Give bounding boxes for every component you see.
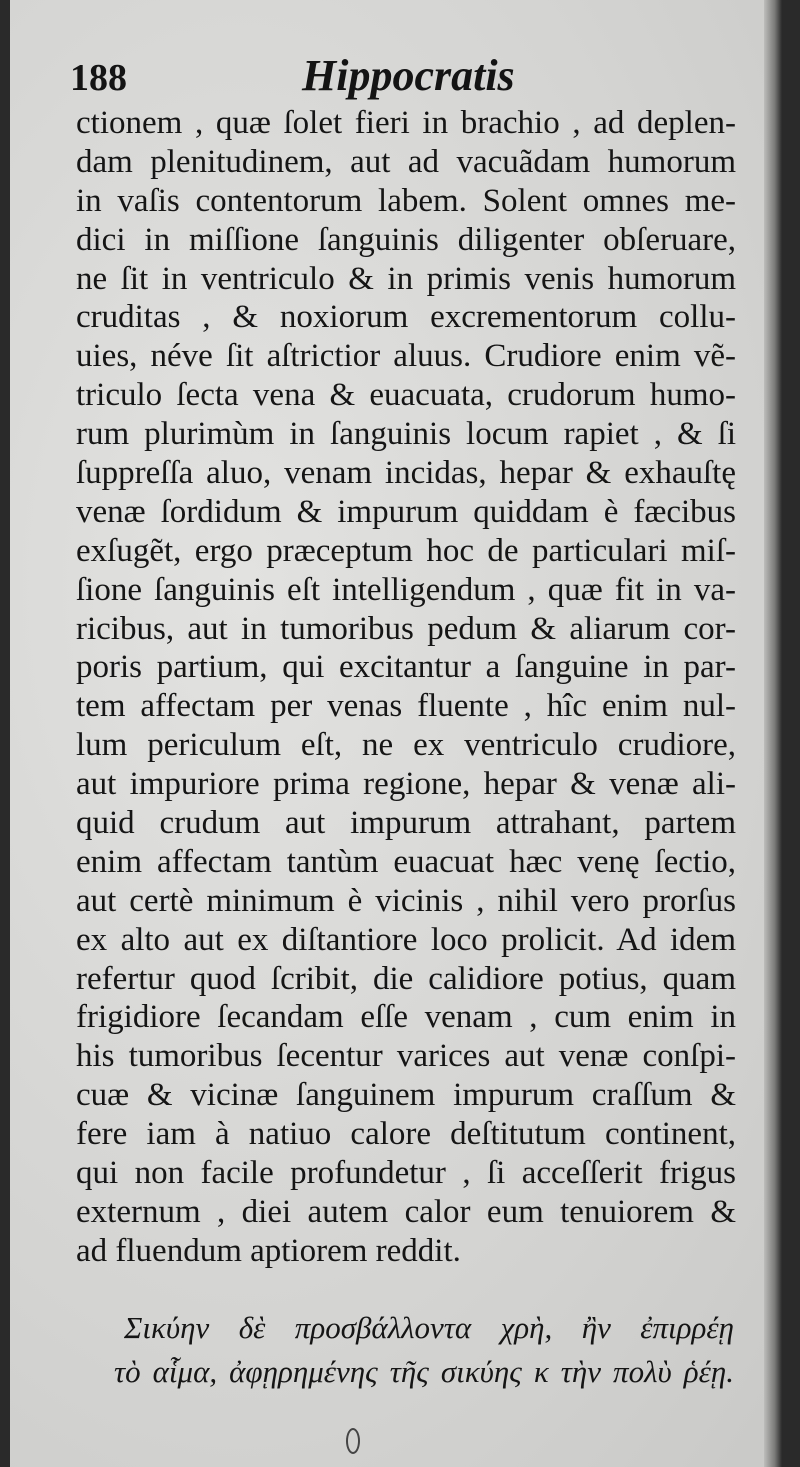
page-header bbox=[70, 50, 722, 110]
text-line: ne ſit in ventriculo & in primis venis humorum bbox=[76, 260, 736, 297]
text-line: tem affectam per venas fluente , hîc enim nul- bbox=[76, 688, 736, 725]
text-line: dam plenitudinem, aut ad vacuãdam humorum bbox=[76, 143, 736, 180]
text-line: ſuppreſſa aluo, venam incidas, hepar & exhauſtę bbox=[76, 455, 736, 492]
text-line: exſugẽt, ergo præceptum hoc de particulari miſ- bbox=[76, 532, 736, 569]
text-line: cuæ & vicinæ ſanguinem impurum craſſum & bbox=[76, 1077, 736, 1114]
text-line: poris partium, qui excitantur a ſanguine in par- bbox=[76, 649, 736, 686]
text-line: venæ ſordidum & impurum quiddam è fæcibus bbox=[76, 493, 736, 530]
ink-blot bbox=[346, 1428, 360, 1454]
text-line: frigidiore ſecandam eſſe venam , cum enim in bbox=[76, 999, 736, 1036]
page-number: 188 bbox=[70, 57, 127, 99]
text-line: fere iam à natiuo calore deſtitutum continent, bbox=[76, 1116, 736, 1153]
text-line: uies, néve ſit aſtrictior aluus. Crudiore enim vẽ- bbox=[76, 338, 736, 375]
text-line: ex alto aut ex diſtantiore loco prolicit. Ad idem bbox=[76, 921, 736, 958]
main-text-block bbox=[76, 104, 736, 1271]
text-line: ad fluendum aptiorem reddit. bbox=[76, 1232, 461, 1269]
greek-line: τὸ αἷμα, ἀφῃρημένης τῆς σικύης κ τὴν πολὺ ῥέῃ. bbox=[114, 1354, 734, 1389]
book-page bbox=[10, 0, 782, 1467]
text-line: enim affectam tantùm euacuat hæc venę ſectio, bbox=[76, 843, 736, 880]
text-line: refertur quod ſcribit, die calidiore potius, quam bbox=[76, 960, 736, 997]
text-line: aut impuriore prima regione, hepar & venæ ali- bbox=[76, 766, 736, 803]
text-line: in vaſis contentorum labem. Solent omnes me- bbox=[76, 182, 736, 219]
text-line: his tumoribus ſecentur varices aut venæ conſpi- bbox=[76, 1038, 736, 1075]
running-title: Hippocratis bbox=[302, 51, 515, 100]
text-line: rum plurimùm in ſanguinis locum rapiet , & ſi bbox=[76, 416, 736, 453]
text-line: aut certè minimum è vicinis , nihil vero prorſus bbox=[76, 882, 736, 919]
text-line: externum , diei autem calor eum tenuiorem & bbox=[76, 1193, 736, 1230]
greek-quotation bbox=[114, 1306, 734, 1394]
text-line: ricibus, aut in tumoribus pedum & aliarum cor- bbox=[76, 610, 736, 647]
text-line: quid crudum aut impurum attrahant, partem bbox=[76, 805, 736, 842]
text-line: ſione ſanguinis eſt intelligendum , quæ fit in va- bbox=[76, 571, 736, 608]
text-line: dici in miſſione ſanguinis diligenter obſeruare, bbox=[76, 221, 736, 258]
text-line: cruditas , & noxiorum excrementorum collu- bbox=[76, 299, 736, 336]
page-edge-shadow bbox=[764, 0, 782, 1467]
greek-line: Σικύην δὲ προσβάλλοντα χρὴ, ἢν ἐπιρρέῃ bbox=[124, 1310, 734, 1345]
text-line: triculo ſecta vena & euacuata, crudorum humo- bbox=[76, 377, 736, 414]
text-line: qui non facile profundetur , ſi acceſſerit frigus bbox=[76, 1155, 736, 1192]
text-line: lum periculum eſt, ne ex ventriculo crudiore, bbox=[76, 727, 736, 764]
text-line: ctionem , quæ ſolet fieri in brachio , ad deplen- bbox=[76, 105, 736, 141]
